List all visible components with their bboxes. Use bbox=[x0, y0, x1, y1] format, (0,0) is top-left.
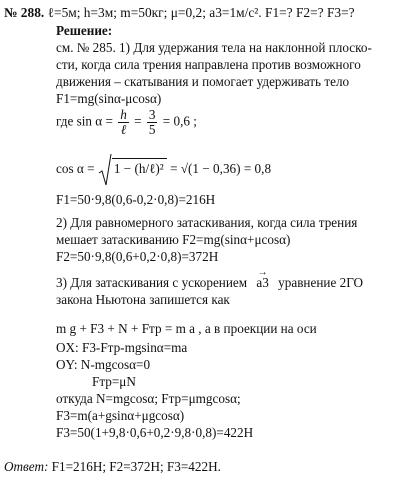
cos-alpha-formula bbox=[56, 153, 271, 187]
fraction-numerator: h bbox=[120, 107, 127, 122]
radical-sign-icon bbox=[98, 153, 112, 187]
projection-oy: OY: N-mgcosα=0 bbox=[56, 357, 151, 372]
projection-ox: OX: F3-Fтр-mgsinα=ma bbox=[56, 340, 188, 355]
square-root-expression bbox=[98, 153, 167, 187]
formula-f1-calc: F1=50·9,8(0,6-0,2·0,8)=216Н bbox=[56, 192, 216, 207]
fraction-numerator: 3 bbox=[148, 107, 156, 122]
problem-header bbox=[4, 6, 355, 21]
text-line-17: откуда N=mgcosα; Fтр=μmgcosα; bbox=[56, 391, 241, 406]
text-line-2: сти, когда сила трения направлена против возможного bbox=[56, 57, 361, 72]
answer-text: F1=216Н; F2=372Н; F3=422Н. bbox=[51, 459, 221, 474]
solution-label: Решение: bbox=[56, 23, 113, 38]
formula-f3-calc: F3=50(1+9,8·0,6+0,2·9,8·0,8)=422Н bbox=[56, 425, 254, 440]
sin-alpha-lead: где sin α = bbox=[56, 113, 113, 129]
acceleration-intro: 3) Для затаскивания с ускорением bbox=[56, 275, 248, 290]
formula-f2-calc: F2=50·9,8(0,6+0,2·0,8)=372Н bbox=[56, 249, 219, 264]
answer-label: Ответ: bbox=[4, 459, 49, 474]
formula-f3: F3=m(a+gsinα+μgcosα) bbox=[56, 408, 185, 423]
fraction-denominator: 5 bbox=[148, 121, 156, 137]
vector-a3: → a3 bbox=[256, 276, 268, 291]
equals-sign: = bbox=[134, 113, 142, 129]
text-line-11 bbox=[56, 276, 363, 291]
given-values: ℓ=5м; h=3м; m=50кг; μ=0,2; a3=1м/с². F1=? F2=? F3=? bbox=[47, 5, 355, 20]
cos-alpha-lead: cos α = bbox=[56, 161, 95, 177]
newton-law-text: уравнение 2ГО bbox=[278, 275, 364, 290]
fraction-3-over-5 bbox=[147, 108, 158, 137]
text-line-3: движения – скатывания и помогает удерживать тело bbox=[56, 74, 350, 89]
formula-f1: F1=mg(sinα-μcosα) bbox=[56, 91, 162, 106]
sin-alpha-formula bbox=[56, 108, 197, 137]
sin-alpha-result: = 0,6 ; bbox=[162, 113, 197, 129]
answer-line bbox=[4, 460, 221, 475]
problem-number: № 288. bbox=[4, 5, 45, 20]
cos-alpha-result: = √(1 − 0,36) = 0,8 bbox=[170, 161, 272, 177]
text-line-12: закона Ньютона запишется как bbox=[56, 292, 230, 307]
fraction-h-over-l bbox=[118, 108, 129, 137]
text-line-8: 2) Для равномерного затаскивания, когда сила трения bbox=[56, 215, 358, 230]
vector-equation: m g + F3 + N + Fтр = m a , а в проекции на оси bbox=[56, 321, 317, 336]
radicand: 1 − (h/ℓ)² bbox=[112, 158, 167, 176]
text-line-9: мешает затаскиванию F2=mg(sinα+μcosα) bbox=[56, 232, 291, 247]
text-line-1: см. № 285. 1) Для удержания тела на наклонной плоско- bbox=[56, 40, 372, 55]
fraction-denominator: ℓ bbox=[120, 121, 127, 137]
friction-formula: Fтр=μN bbox=[92, 374, 136, 389]
